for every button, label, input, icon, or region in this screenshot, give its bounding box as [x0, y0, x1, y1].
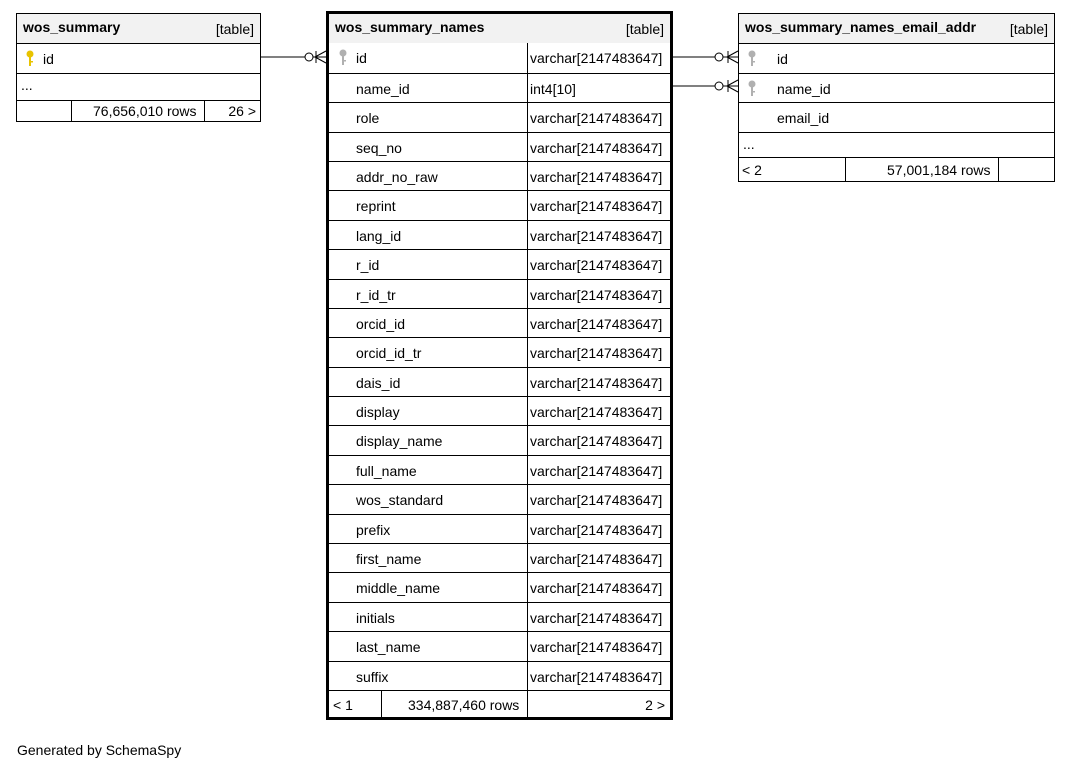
column-row[interactable] [329, 308, 670, 337]
parents-link[interactable]: < 2 [742, 161, 762, 178]
row-count: 76,656,010 rows [93, 102, 197, 119]
table-footer [17, 100, 260, 121]
table-kind: [table] [215, 21, 254, 37]
table-header[interactable] [17, 14, 260, 43]
column-type: varchar[2147483647] [530, 227, 663, 244]
column-row[interactable] [329, 102, 670, 131]
table-footer [329, 690, 670, 717]
column-row[interactable] [329, 190, 670, 219]
table-header[interactable] [329, 14, 670, 43]
column-row[interactable] [329, 279, 670, 308]
more-columns-row [17, 73, 260, 100]
generated-by-note: Generated by SchemaSpy [17, 742, 182, 758]
column-row[interactable] [329, 43, 670, 72]
column-name[interactable]: addr_no_raw [356, 168, 438, 185]
column-type: varchar[2147483647] [530, 139, 663, 156]
column-row[interactable] [329, 484, 670, 513]
column-row[interactable] [329, 661, 670, 690]
column-name[interactable]: name_id [356, 80, 410, 97]
column-name[interactable]: id [356, 50, 367, 67]
column-type: varchar[2147483647] [530, 462, 663, 479]
relationship-names-name-id-to-email-addr-name-id [673, 80, 738, 92]
column-type: varchar[2147483647] [530, 551, 663, 568]
column-type: varchar[2147483647] [530, 345, 663, 362]
column-row[interactable] [329, 543, 670, 572]
column-type: varchar[2147483647] [530, 110, 663, 127]
column-name[interactable]: full_name [356, 462, 417, 479]
column-row[interactable] [329, 631, 670, 660]
column-type: varchar[2147483647] [530, 50, 663, 67]
column-type: varchar[2147483647] [530, 668, 663, 685]
column-name[interactable]: r_id [356, 257, 380, 274]
table-wos-summary-names-email-addr[interactable] [738, 13, 1055, 182]
column-type: varchar[2147483647] [530, 492, 663, 509]
primary-key-icon [25, 50, 35, 67]
column-row[interactable] [329, 132, 670, 161]
column-type: varchar[2147483647] [530, 286, 663, 303]
column-type: varchar[2147483647] [530, 198, 663, 215]
table-wos-summary-names[interactable] [326, 11, 673, 720]
column-name[interactable]: id [43, 51, 54, 68]
column-name[interactable]: seq_no [356, 139, 402, 156]
column-row[interactable] [739, 102, 1054, 131]
table-kind: [table] [1009, 21, 1048, 37]
ellipsis: ... [743, 135, 755, 152]
column-type: varchar[2147483647] [530, 257, 663, 274]
column-name[interactable]: r_id_tr [356, 286, 396, 303]
column-row[interactable] [329, 425, 670, 454]
table-name[interactable]: wos_summary_names_email_addr [745, 19, 977, 35]
column-row[interactable] [739, 43, 1054, 72]
children-link[interactable]: 26 > [228, 102, 256, 119]
column-type: varchar[2147483647] [530, 609, 663, 626]
column-row[interactable] [329, 73, 670, 102]
column-name[interactable]: lang_id [356, 227, 402, 244]
column-row[interactable] [329, 367, 670, 396]
column-name[interactable]: display_name [356, 433, 443, 450]
column-row[interactable] [329, 572, 670, 601]
column-name[interactable]: first_name [356, 551, 422, 568]
column-name[interactable]: suffix [356, 668, 389, 685]
table-kind: [table] [625, 21, 664, 37]
column-name[interactable]: dais_id [356, 374, 401, 391]
column-name[interactable]: initials [356, 609, 395, 626]
column-row[interactable] [739, 73, 1054, 102]
column-row[interactable] [329, 455, 670, 484]
column-name[interactable]: last_name [356, 639, 421, 656]
column-type: varchar[2147483647] [530, 404, 663, 421]
column-type: varchar[2147483647] [530, 168, 663, 185]
table-header[interactable] [739, 14, 1054, 43]
column-name[interactable]: reprint [356, 198, 396, 215]
column-name[interactable]: middle_name [356, 580, 441, 597]
column-row[interactable] [329, 514, 670, 543]
column-row[interactable] [329, 249, 670, 278]
row-count: 334,887,460 rows [408, 696, 520, 713]
table-name[interactable]: wos_summary [23, 19, 121, 35]
column-name[interactable]: email_id [777, 110, 830, 127]
column-name[interactable]: orcid_id_tr [356, 345, 422, 362]
column-type: int4[10] [530, 80, 576, 97]
column-type: varchar[2147483647] [530, 521, 663, 538]
column-row[interactable] [329, 396, 670, 425]
column-row[interactable] [329, 337, 670, 366]
column-name[interactable]: prefix [356, 521, 391, 538]
column-name[interactable]: orcid_id [356, 315, 406, 332]
foreign-key-icon [747, 80, 757, 97]
relationship-wos-summary-to-names [261, 51, 326, 63]
column-row[interactable] [17, 43, 260, 72]
column-row[interactable] [329, 602, 670, 631]
column-name[interactable]: wos_standard [356, 492, 444, 509]
column-name[interactable]: display [356, 404, 400, 421]
relationship-names-id-to-email-addr-id [673, 51, 738, 63]
column-type: varchar[2147483647] [530, 315, 663, 332]
column-type: varchar[2147483647] [530, 433, 663, 450]
foreign-key-icon [747, 50, 757, 67]
column-type: varchar[2147483647] [530, 639, 663, 656]
children-link[interactable]: 2 > [645, 696, 665, 713]
ellipsis: ... [21, 76, 33, 93]
more-columns-row [739, 132, 1054, 157]
table-wos-summary[interactable] [16, 13, 261, 122]
table-footer [739, 157, 1054, 181]
column-type: varchar[2147483647] [530, 374, 663, 391]
column-name[interactable]: name_id [777, 80, 831, 97]
parents-link[interactable]: < 1 [333, 696, 353, 713]
column-name[interactable]: id [777, 51, 788, 68]
column-name[interactable]: role [356, 110, 380, 127]
column-type: varchar[2147483647] [530, 580, 663, 597]
row-count: 57,001,184 rows [887, 161, 991, 178]
foreign-key-icon [338, 49, 348, 66]
column-row[interactable] [329, 161, 670, 190]
column-row[interactable] [329, 220, 670, 249]
table-name[interactable]: wos_summary_names [335, 19, 485, 35]
